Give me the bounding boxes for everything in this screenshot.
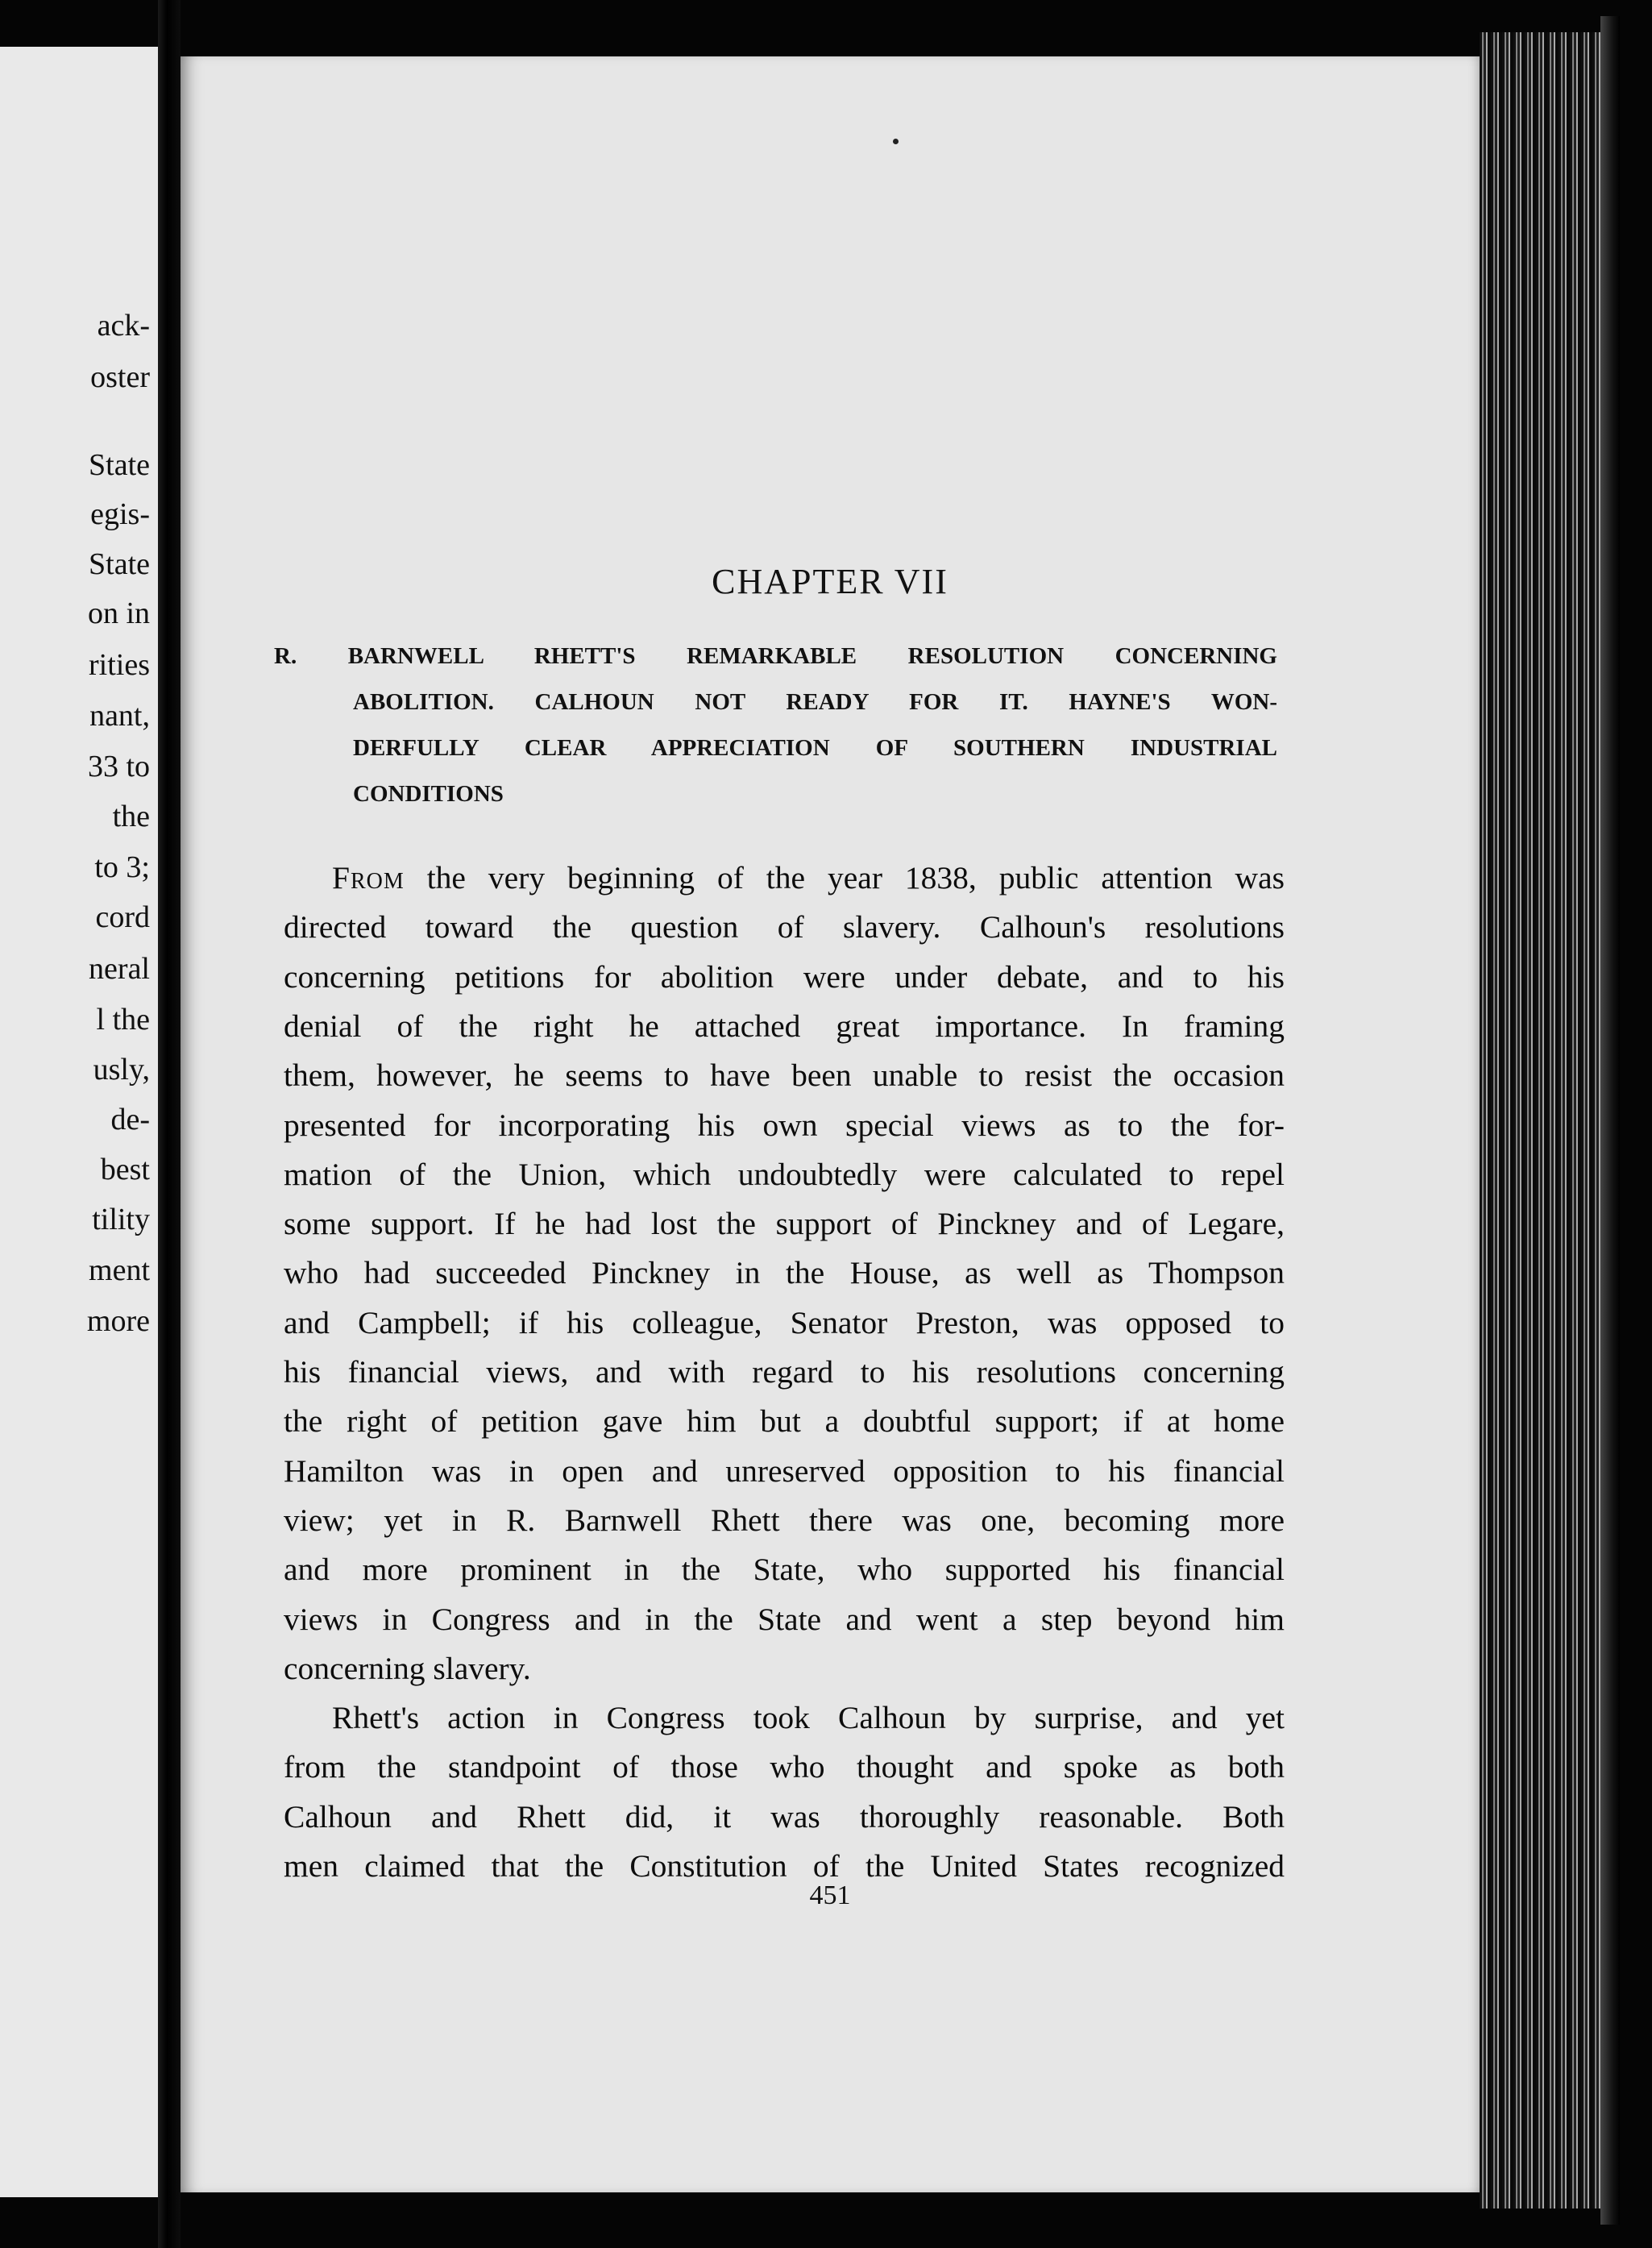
body-line: views in Congress and in the State and went a step beyond him	[284, 1601, 1285, 1637]
left-page-fragment: State	[89, 448, 150, 482]
left-page-fragment: State	[89, 547, 150, 581]
left-page-fragment: de-	[110, 1103, 150, 1136]
body-line: from the standpoint of those who thought and spoke as both	[284, 1749, 1285, 1785]
left-facing-page	[0, 47, 158, 2197]
book-gutter	[158, 0, 181, 2248]
left-page-fragment: ment	[89, 1253, 150, 1287]
page-edges	[1480, 32, 1600, 2209]
body-line: presented for incorporating his own special views as to the for-	[284, 1107, 1285, 1143]
body-line-first	[332, 862, 1285, 895]
left-page-fragment: more	[86, 1304, 150, 1338]
lead-word: From	[332, 860, 405, 895]
body-line: view; yet in R. Barnwell Rhett there was one, becoming more	[284, 1502, 1285, 1538]
left-page-fragment: neral	[89, 952, 150, 986]
left-page-fragment: nant,	[89, 699, 150, 733]
left-page-fragment: ack-	[97, 309, 150, 343]
summary-line: ABOLITION. CALHOUN NOT READY FOR IT. HAYNE'S WON-	[353, 689, 1277, 715]
lead-line-rest: the very beginning of the year 1838, public attention was	[404, 860, 1285, 895]
left-page-fragment: tility	[92, 1203, 150, 1236]
body-line: mation of the Union, which undoubtedly were calculated to repel	[284, 1156, 1285, 1192]
left-page-fragment: 33 to	[87, 750, 150, 783]
body-line: Rhett's action in Congress took Calhoun by surprise, and yet	[332, 1700, 1285, 1736]
left-page-fragment: rities	[89, 648, 150, 682]
body-line: denial of the right he attached great importance. In framing	[284, 1008, 1285, 1044]
summary-line: CONDITIONS	[353, 781, 504, 807]
left-page-fragment: usly,	[93, 1053, 150, 1087]
summary-line: DERFULLY CLEAR APPRECIATION OF SOUTHERN INDUSTRIAL	[353, 735, 1277, 761]
scan-speck	[893, 139, 899, 144]
summary-line: R. BARNWELL RHETT'S REMARKABLE RESOLUTION CONCERNING	[274, 643, 1277, 669]
left-page-fragment: egis-	[90, 497, 150, 531]
body-line: men claimed that the Constitution of the United States recognized	[284, 1848, 1285, 1884]
body-line: who had succeeded Pinckney in the House, as well as Thompson	[284, 1255, 1285, 1291]
left-page-fragment: on in	[87, 596, 150, 630]
book-cover-edge	[1600, 16, 1620, 2225]
page-number: 451	[809, 1880, 851, 1910]
body-line: Calhoun and Rhett did, it was thoroughly reasonable. Both	[284, 1798, 1285, 1835]
left-page-fragment: the	[112, 800, 150, 833]
left-page-fragment: to 3;	[94, 850, 150, 884]
body-line: some support. If he had lost the support of Pinckney and of Legare,	[284, 1206, 1285, 1242]
body-line: and more prominent in the State, who supported his financial	[284, 1552, 1285, 1588]
left-page-fragment: oster	[90, 360, 150, 394]
body-line: directed toward the question of slavery. Calhoun's resolutions	[284, 909, 1285, 945]
left-page-fragment: l the	[96, 1003, 150, 1037]
body-line: concerning petitions for abolition were under debate, and to his	[284, 958, 1285, 995]
body-line: Hamilton was in open and unreserved opposition to his financial	[284, 1452, 1285, 1489]
chapter-title: CHAPTER VII	[712, 562, 948, 601]
body-line: the right of petition gave him but a doubtful support; if at home	[284, 1403, 1285, 1440]
body-line: concerning slavery.	[284, 1650, 531, 1686]
left-page-fragment: cord	[95, 900, 150, 934]
left-page-fragment: best	[100, 1153, 150, 1186]
body-line: and Campbell; if his colleague, Senator Preston, was opposed to	[284, 1304, 1285, 1340]
body-line: his financial views, and with regard to his resolutions concerning	[284, 1354, 1285, 1390]
body-line: them, however, he seems to have been unable to resist the occasion	[284, 1058, 1285, 1094]
